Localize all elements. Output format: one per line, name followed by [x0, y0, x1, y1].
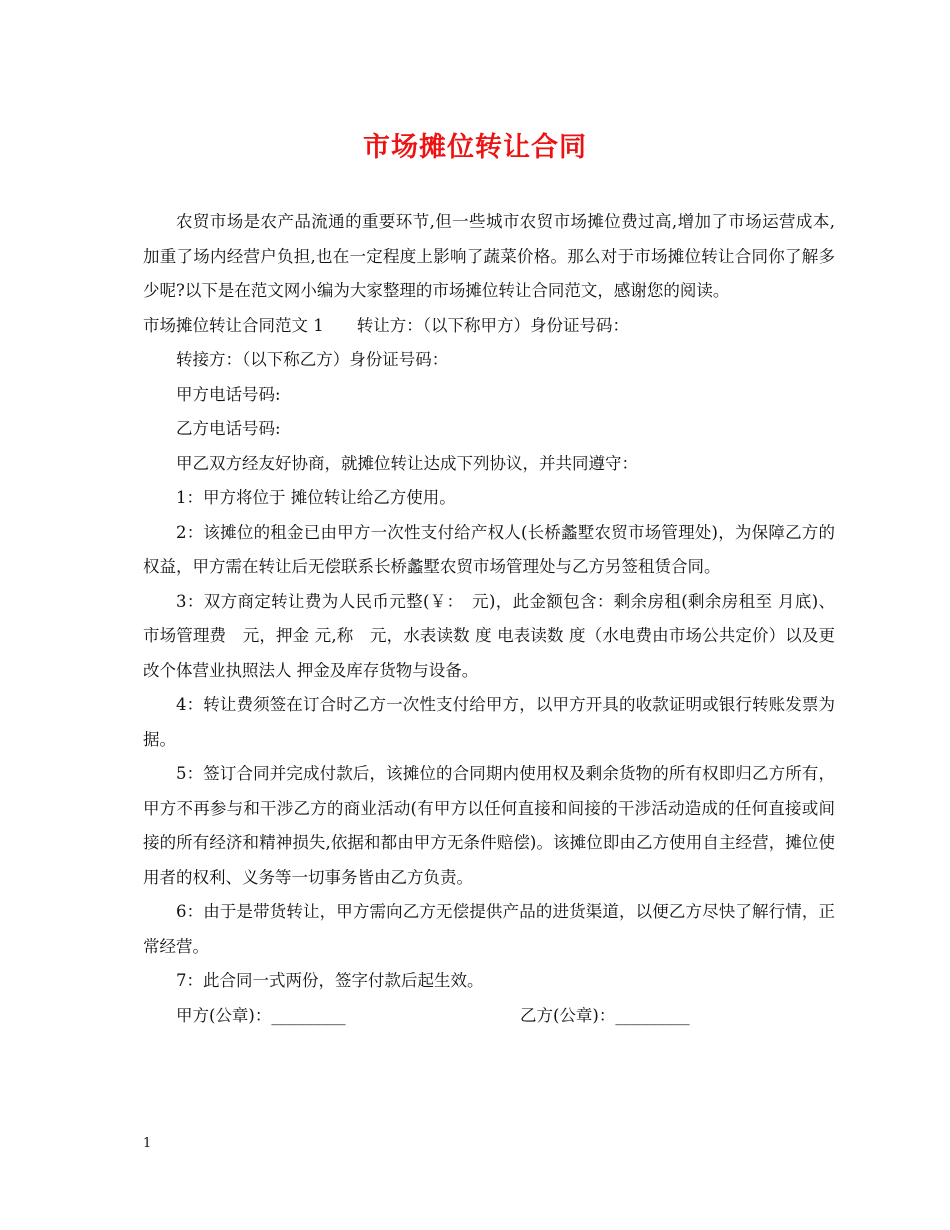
clause-4: 4：转让费须签在订合时乙方一次性支付给甲方，以甲方开具的收款证明或银行转账发票为据。 — [143, 695, 835, 749]
transferee-line: 转接方：（以下称乙方）身份证号码： — [176, 350, 449, 369]
contract-heading-line: 市场摊位转让合同范文 1 转让方：（以下称甲方）身份证号码： — [143, 315, 629, 335]
signature-row — [143, 999, 835, 1034]
party-b-phone-line: 乙方电话号码: — [176, 419, 281, 438]
document-body — [143, 205, 835, 1033]
clause-6: 6：由于是带货转让，甲方需向乙方无偿提供产品的进货渠道，以便乙方尽快了解行情，正常经营。 — [143, 902, 835, 956]
party-a-phone-line: 甲方电话号码: — [176, 384, 281, 404]
intro-paragraph: 农贸市场是农产品流通的重要环节,但一些城市农贸市场摊位费过高,增加了市场运营成本,加重了场内经营户负担,也在一定程度上影响了蔬菜价格。那么对于市场摊位转让合同你了解多少呢?以下是在范文网小编为大家整理的市场摊位转让合同范文，感谢您的阅读。 — [143, 212, 835, 300]
clause-7: 7：此合同一式两份，签字付款后起生效。 — [176, 971, 484, 990]
page-number: 1 — [143, 1136, 152, 1151]
clause-2: 2：该摊位的租金已由甲方一次性支付给产权人(长桥蠡墅农贸市场管理处)，为保障乙方的权益，甲方需在转让后无偿联系长桥蠡墅农贸市场管理处与乙方另签租赁合同。 — [143, 522, 835, 576]
clause-1: 1：甲方将位于 摊位转让给乙方使用。 — [176, 488, 456, 507]
page-title: 市场摊位转让合同 — [363, 132, 587, 163]
agreement-line: 甲乙双方经友好协商，就摊位转让达成下列协议，并共同遵守： — [176, 453, 638, 473]
clause-5: 5：签订合同并完成付款后，该摊位的合同期内使用权及剩余货物的所有权即归乙方所有，甲方不再参与和干涉乙方的商业活动(有甲方以任何直接和间接的干涉活动造成的任何直接或间接的所有经济和精神损失,依据和都由甲方无条件赔偿)。该摊位即由乙方使用自主经营，摊位使用者的权利、义务等一切事务皆由乙方负责。 — [143, 764, 835, 887]
party-b-signature: 乙方(公章)：_________ — [520, 1005, 690, 1025]
clause-3: 3：双方商定转让费为人民币元整(￥： 元)，此金额包含：剩余房租(剩余房租至 月底)、市场管理费 元，押金 元,称 元，水表读数 度 电表读数 度（水电费由市场公共定价）以及更改个体营业执照法人 押金及库存货物与设备。 — [143, 591, 835, 680]
party-a-signature: 甲方(公章)：_________ — [176, 1005, 346, 1025]
